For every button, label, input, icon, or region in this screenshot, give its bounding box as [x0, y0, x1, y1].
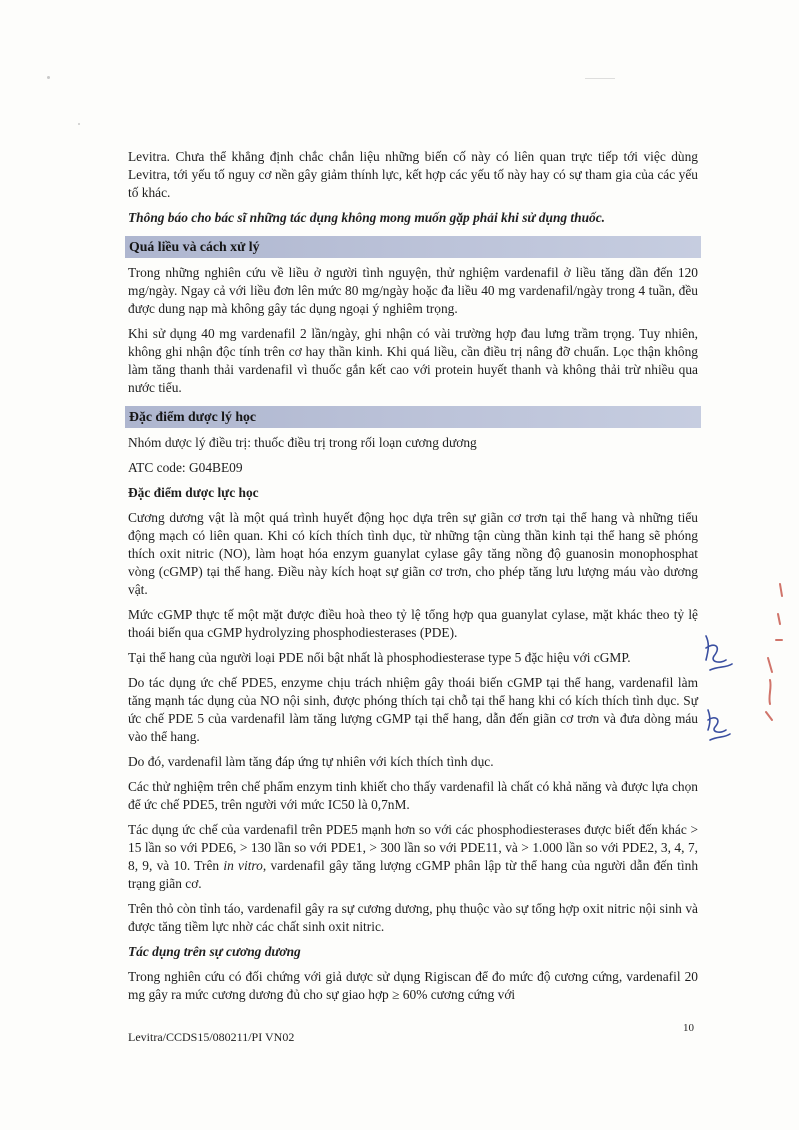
- footer-document-code: Levitra/CCDS15/080211/PI VN02: [128, 1030, 295, 1044]
- p7-text-before: Tác dụng ức chế của vardenafil trên PDE5 mạnh hơn so với các phosphodiesterases được biết đến khác > 15 lần so với PDE6, > 130 lần so với PDE1, > 300 lần so với PDE11, và > 1.000 lần so với PDE2, 3, 4, 7, 8, 9, và 10. Trên: [128, 822, 698, 873]
- paragraph-pharmacodynamics-7: [128, 821, 698, 893]
- pharmacotherapeutic-group: Nhóm dược lý điều trị: thuốc điều trị trong rối loạn cương dương: [128, 435, 477, 450]
- section-header-pharmacology: Đặc điểm dược lý học: [125, 406, 701, 428]
- paragraph-hearing-loss: Levitra. Chưa thể khẳng định chắc chắn liệu những biến cố này có liên quan trực tiếp tới việc dùng Levitra, tới yếu tố nguy cơ nền gây giảm thính lực, kết hợp các yếu tố này hay có sự tham gia của các yếu tố khác.: [128, 149, 698, 200]
- paragraph-pharmacodynamics-3: Tại thể hang của người loại PDE nổi bật nhất là phosphodiesterase type 5 đặc hiệu với cGMP.: [128, 650, 631, 665]
- paragraph-pharmacodynamics-2: Mức cGMP thực tế một mặt được điều hoà theo tỷ lệ tổng hợp qua guanylat cylase, mặt khác theo tỷ lệ thoái biến qua cGMP hydrolyzing phosphodiesterases (PDE).: [128, 607, 698, 640]
- in-vitro-term: in vitro: [223, 858, 263, 873]
- subheading-erection-effect: Tác dụng trên sự cương dương: [128, 944, 301, 959]
- handwritten-initials-icon: [702, 706, 738, 746]
- paragraph-pharmacodynamics-6: Các thử nghiệm trên chế phẩm enzym tinh khiết cho thấy vardenafil là chất có khả năng và được lựa chọn để ức chế PDE5, trên người với mức IC50 là 0,7nM.: [128, 779, 698, 812]
- document-body: [128, 148, 698, 1011]
- paragraph-pharmacodynamics-1: Cương dương vật là một quá trình huyết động học dựa trên sự giãn cơ trơn tại thể hang và những tiểu động mạch có liên quan. Khi có kích thích tình dục, từ những tận cùng thần kinh tại thể hang sẽ phóng thích oxit nitric (NO), làm hoạt hóa enzym guanylat cylase gây tăng nồng độ guanosin monophosphat vòng (cGMP) tại thể hang. Điều này kích hoạt sự giãn cơ trơn, cho phép tăng lưu lượng máu vào dương vật.: [128, 510, 698, 597]
- p7-text-after: , vardenafil gây tăng lượng cGMP phân lập từ thể hang của người dẫn đến tình trạng giãn cơ.: [128, 858, 699, 891]
- paragraph-erection-effect-1: Trong nghiên cứu có đối chứng với giả dược sử dụng Rigiscan để đo mức độ cương cứng, vardenafil 20 mg gây ra mức cương dương đủ cho sự giao hợp ≥ 60% cương cứng với: [128, 969, 698, 1002]
- subheading-pharmacodynamics: Đặc điểm dược lực học: [128, 485, 259, 500]
- atc-code: ATC code: G04BE09: [128, 460, 243, 475]
- report-adverse-effects-notice: Thông báo cho bác sĩ những tác dụng không mong muốn gặp phải khi sử dụng thuốc.: [128, 210, 606, 225]
- section-header-overdose: Quá liều và cách xử lý: [125, 236, 701, 258]
- paragraph-overdose-1: Trong những nghiên cứu về liều ở người tình nguyện, thử nghiệm vardenafil ở liều tăng dần đến 120 mg/ngày. Ngay cả với liều đơn lên mức 80 mg/ngày hoặc đa liều 40 mg vardenafil/ngày trong 4 tuần, đều được dung nạp mà không gây tác dụng ngoại ý nghiêm trọng.: [128, 265, 698, 316]
- footer-page-number: 10: [683, 1022, 694, 1034]
- paragraph-pharmacodynamics-8: Trên thỏ còn tỉnh táo, vardenafil gây ra sự cương dương, phụ thuộc vào sự tổng hợp oxit nitric nội sinh và được tăng tiềm lực nhờ các chất sinh oxit nitric.: [128, 901, 698, 934]
- paragraph-pharmacodynamics-5: Do đó, vardenafil làm tăng đáp ứng tự nhiên với kích thích tình dục.: [128, 754, 494, 769]
- margin-stamp-mark-icon: [758, 580, 788, 730]
- scan-speck: [78, 123, 80, 125]
- scan-speck: [585, 78, 615, 79]
- paragraph-pharmacodynamics-4: Do tác dụng ức chế PDE5, enzyme chịu trách nhiệm gây thoái biến cGMP tại thể hang, vardenafil làm tăng mạnh tác dụng của NO nội sinh, được phóng thích tại chỗ tại thể hang khi có kích thích tình dục. Sự ức chế PDE 5 của vardenafil làm tăng lượng cGMP tại thể hang, dẫn đến giãn cơ trơn và đưa dòng máu vào thể hang.: [128, 675, 698, 744]
- scan-speck: [47, 76, 50, 79]
- paragraph-overdose-2: Khi sử dụng 40 mg vardenafil 2 lần/ngày, ghi nhận có vài trường hợp đau lưng trầm trọng. Tuy nhiên, không ghi nhận độc tính trên cơ hay thần kinh. Khi quá liều, cần điều trị nâng đỡ chuẩn. Lọc thận không làm tăng thanh thải vardenafil vì thuốc gắn kết cao với protein huyết thanh và không thải trừ nhiều qua nước tiểu.: [128, 326, 698, 395]
- handwritten-initials-icon: [700, 630, 740, 680]
